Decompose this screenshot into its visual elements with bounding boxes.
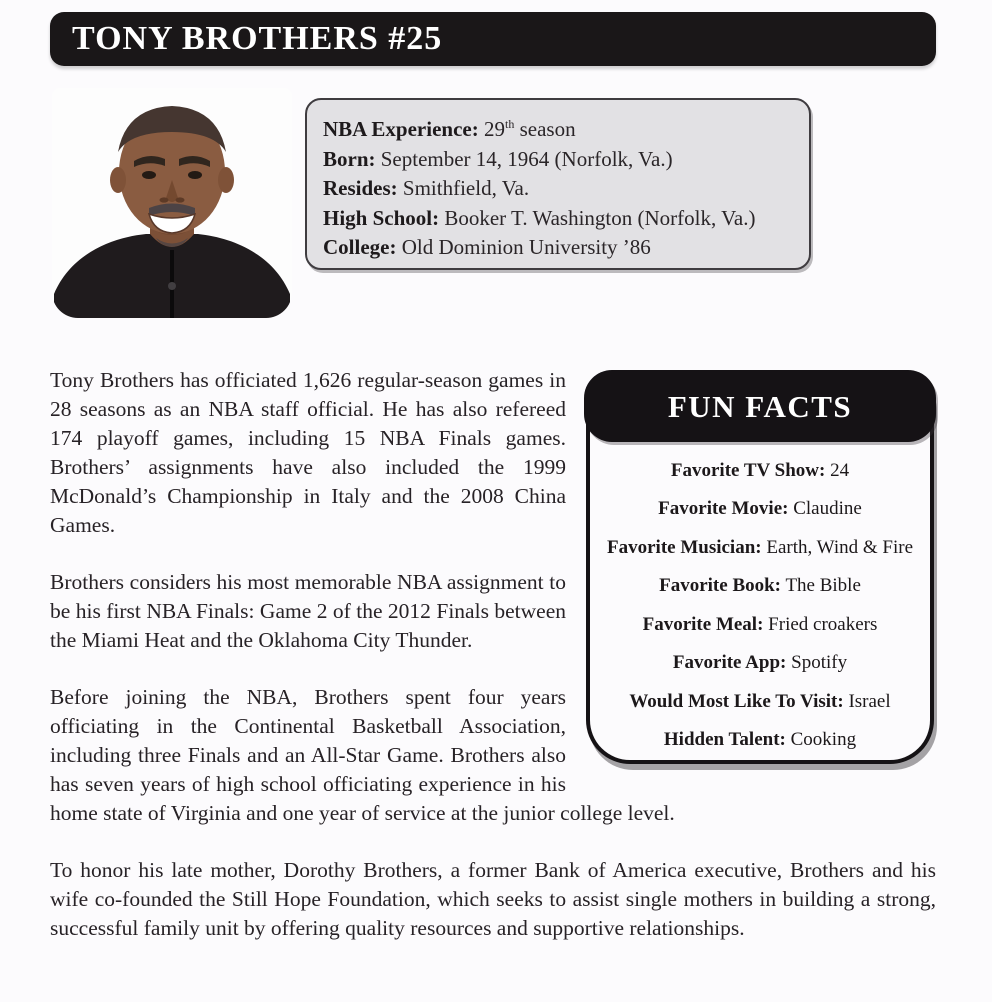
- fun-fact-value: Earth, Wind & Fire: [766, 536, 913, 558]
- fun-fact-meal: [600, 610, 920, 639]
- page-title-bar: [50, 12, 936, 66]
- fun-fact-label: Hidden Talent:: [663, 728, 786, 750]
- fun-fact-visit: [600, 687, 920, 716]
- fun-fact-app: [600, 648, 920, 677]
- fun-fact-value: The Bible: [785, 575, 861, 597]
- headshot-illustration: [52, 88, 292, 318]
- bio-info-box: [305, 98, 811, 270]
- fun-fact-value: Spotify: [791, 652, 848, 674]
- fun-fact-value: Claudine: [793, 498, 862, 520]
- fun-fact-value: Fried croakers: [768, 613, 878, 635]
- bio-info-row-experience: [323, 110, 793, 145]
- fun-facts-list: [600, 456, 920, 754]
- fun-fact-tv-show: [600, 456, 920, 485]
- bio-paragraph-4: To honor his late mother, Dorothy Brothers, a former Bank of America executive, Brothers and his wife co-founded the Still Hope Foundation, which seeks to assist single mothers in building a strong, successful family unit by offering quality resources and supportive relationships.: [50, 858, 936, 940]
- page-title: TONY BROTHERS #25: [72, 20, 443, 57]
- fun-fact-label: Favorite Movie:: [658, 498, 789, 520]
- bio-article: [50, 366, 936, 943]
- bio-info-row-resides: [323, 174, 793, 204]
- bio-info-label: NBA Experience:: [323, 117, 479, 141]
- fun-fact-label: Favorite TV Show:: [670, 460, 826, 481]
- bio-info-row-born: [323, 145, 793, 175]
- fun-fact-book: [600, 571, 920, 600]
- fun-fact-value: Israel: [848, 690, 891, 712]
- fun-facts-card: [584, 370, 936, 772]
- bio-info-row-high-school: [323, 204, 793, 234]
- bio-info-value: September 14, 1964 (Norfolk, Va.): [380, 146, 673, 171]
- fun-fact-label: Favorite Meal:: [642, 613, 764, 635]
- bio-info-value: Booker T. Washington (Norfolk, Va.): [444, 205, 756, 230]
- fun-fact-label: Favorite Musician:: [607, 536, 762, 558]
- bio-info-value: 29th season: [483, 117, 576, 141]
- fun-fact-label: Would Most Like To Visit:: [629, 690, 844, 712]
- bio-info-value: Old Dominion University ’86: [401, 235, 651, 259]
- referee-headshot-photo: [52, 88, 292, 318]
- fun-fact-value: 24: [830, 460, 850, 481]
- fun-fact-hidden-talent: [600, 725, 920, 754]
- bio-info-value: Smithfield, Va.: [402, 176, 530, 200]
- bio-paragraph-2: Brothers considers his most memorable NBA assignment to be his first NBA Finals: Game 2 of the 2012 Finals between the Miami Heat and the Oklahoma City Thunder.: [50, 570, 566, 652]
- fun-fact-movie: [600, 494, 920, 523]
- bio-info-label: Resides:: [323, 176, 398, 200]
- fun-fact-label: Favorite App:: [672, 652, 787, 674]
- fun-fact-musician: [600, 533, 920, 562]
- bio-info-label: Born:: [323, 146, 376, 171]
- fun-facts-header: [584, 370, 936, 442]
- bio-paragraph-1: Tony Brothers has officiated 1,626 regular-season games in 28 seasons as an NBA staff official. He has also refereed 174 playoff games, including 15 NBA Finals games. Brothers’ assignments have also included the 1999 McDonald’s Championship in Italy and the 2008 China Games.: [50, 368, 566, 537]
- bio-paragraph-3: Before joining the NBA, Brothers spent four years officiating in the Continental Basketball Association, including three Finals and an All-Star Game. Brothers also has seven years of high school officiating experience in his home state of Virginia and one year of service at the junior college level.: [50, 685, 675, 825]
- fun-facts-title: FUN FACTS: [667, 388, 853, 424]
- bio-info-label: College:: [323, 235, 397, 259]
- bio-info-label: High School:: [323, 205, 440, 230]
- bio-info-row-college: [323, 233, 793, 263]
- fun-fact-label: Favorite Book:: [659, 575, 782, 597]
- fun-fact-value: Cooking: [790, 728, 857, 750]
